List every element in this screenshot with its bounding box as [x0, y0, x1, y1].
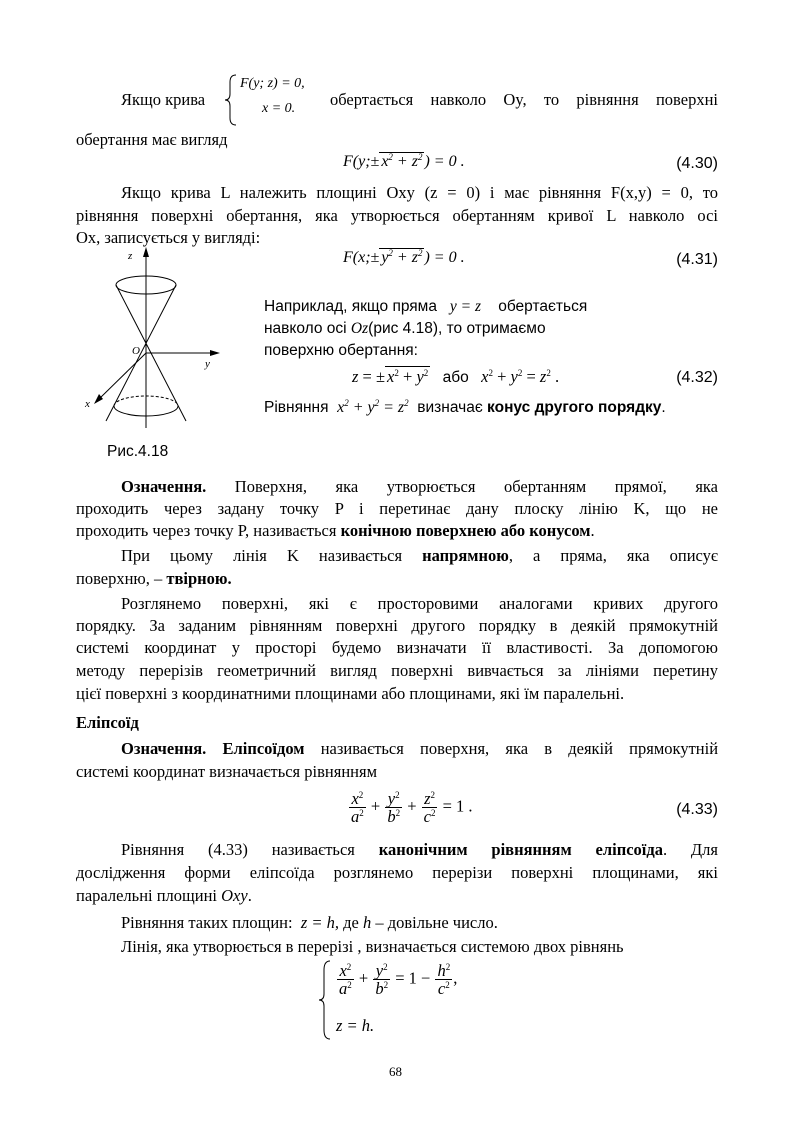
- equation-number-4-33: (4.33): [676, 801, 718, 818]
- system-line1: $\frac{x^2}{a^2}$ + $\frac{y^2}{b^2}$ = 1 − $\frac{h^2}{c^2}$ ,: [339, 961, 458, 998]
- para1-start: Якщо крива: [121, 90, 206, 109]
- page-number: 68: [389, 1064, 402, 1079]
- def1b-line2: поверхню, – твірною.: [76, 569, 232, 588]
- axis-label-x: x: [85, 398, 90, 410]
- equation-number-4-31: (4.31): [676, 251, 718, 268]
- def1-line1: Означення. Поверхня, яка утворюється обертанням прямої, яка: [121, 477, 719, 496]
- equation-number-4-30: (4.30): [676, 155, 718, 172]
- example-equation-4-32: z = ± $x^2 + y^2$ або $x^2 + y^2 = z^2$ .: [352, 367, 560, 386]
- para2-line2: рівняння поверхні обертання, яка утворюється обертанням кривої L навколо осі: [76, 206, 718, 225]
- system-line2: z = h.: [336, 1016, 375, 1035]
- para1-cont: обертання має вигляд: [76, 130, 228, 149]
- cone-figure: [80, 245, 230, 430]
- para2-line1: Якщо крива L належить площині Oxy (z = 0) і має рівняння F(x,y) = 0, то: [121, 183, 718, 202]
- figure-caption: Рис.4.18: [107, 443, 169, 460]
- def2-line1: Означення. Еліпсоїдом називається поверхня, яка в деякій прямокутній: [121, 739, 719, 758]
- example-line3: поверхню обертання:: [264, 342, 418, 359]
- system1-line1: F(y; z) = 0,: [240, 76, 305, 91]
- equation-4-30: F(y;± $x^2 + z^2$ ) = 0 .: [343, 152, 465, 170]
- origin-label: O: [132, 345, 140, 357]
- para5-line1: Рівняння таких площин: z = h, де h – довільне число.: [121, 913, 498, 932]
- system-brace-2: [318, 960, 332, 1040]
- para4-line2: дослідження форми еліпсоїда розглянемо перерізи поверхні площинами, які: [76, 863, 718, 882]
- def2-line2: системі координат визначається рівнянням: [76, 762, 378, 781]
- equation-4-31: F(x;± $y^2 + z^2$ ) = 0 .: [343, 248, 465, 266]
- para4-line1: Рівняння (4.33) називається канонічним рівнянням еліпсоїда. Для: [121, 840, 718, 859]
- para4-line3: паралельні площині Oxy.: [76, 886, 252, 905]
- def1-line2: проходить через задану точку P і перетинає дану плоску лінію K, що не: [76, 499, 718, 518]
- example-line1: Наприклад, якщо пряма y = z обертається: [264, 298, 588, 315]
- para3-line3: системі координат у просторі будемо визначати її властивості. За допомогою: [76, 638, 718, 657]
- equation-4-33: $\frac{x^2}{a^2}$ + $\frac{y^2}{b^2}$ + $\frac{z^2}{c^2}$ = 1 .: [351, 789, 473, 826]
- system-brace-1: [224, 74, 238, 126]
- para3-line1: Розглянемо поверхні, які є просторовими аналогами кривих другого: [121, 594, 718, 613]
- def1b-line1: При цьому лінія K називається напрямною, а пряма, яка описує: [121, 546, 718, 565]
- para1-end: обертається навколо Oy, то рівняння поверхні: [330, 90, 718, 109]
- para2-line3: Ox, записується у вигляді:: [76, 228, 261, 247]
- para3-line2: порядку. За заданим рівнянням поверхні другого порядку в деякій прямокутній: [76, 616, 718, 635]
- section-heading: Еліпсоїд: [76, 713, 139, 732]
- def1-line3: проходить через точку P, називається конічною поверхнею або конусом.: [76, 521, 595, 540]
- para5-line2: Лінія, яка утворюється в перерізі , визначається системою двох рівнянь: [121, 937, 624, 956]
- para3-line5: цієї поверхні з координатними площинами або площинами, які їм паралельні.: [76, 684, 625, 703]
- para3-line4: методу перерізів геометричний вигляд поверхні вивчається за лініями перетину: [76, 661, 718, 680]
- axis-label-y: y: [205, 358, 210, 370]
- example-line5: Рівняння $x^2 + y^2 = z^2$ визначає конус другого порядку.: [264, 398, 666, 416]
- equation-number-4-32: (4.32): [676, 369, 718, 386]
- axis-label-z: z: [128, 250, 133, 262]
- system1-line2: x = 0.: [262, 101, 296, 116]
- example-line2: навколо осі Oz(рис 4.18), то отримаємо: [264, 320, 546, 337]
